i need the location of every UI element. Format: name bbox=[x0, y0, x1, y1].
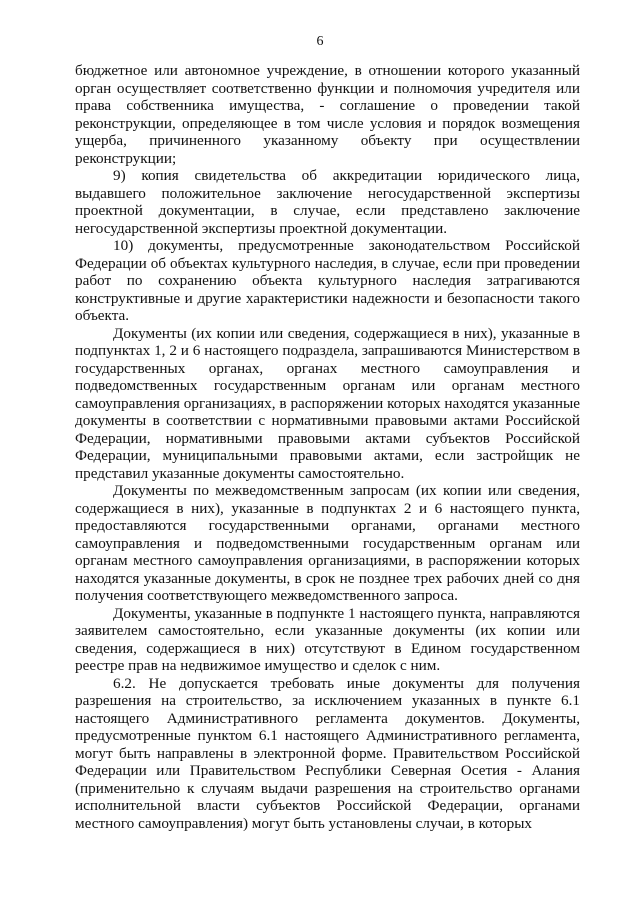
paragraph-interagency-requests: Документы по межведомственным запросам (их копии или сведения, содержащиеся в них), указанные в подпунктах 2 и 6 настоящего пункта, предоставляются государственными органами, органами местного самоуправления и подведомственными государственным органам или органам местного самоуправления организациями, в распоряжении которых находятся указанные документы, в срок не позднее трех рабочих дней со дня получения соответствующего межведомственного запроса. bbox=[75, 482, 580, 604]
document-body bbox=[75, 62, 580, 832]
paragraph-item-10: 10) документы, предусмотренные законодательством Российской Федерации об объектах культурного наследия, в случае, если при проведении работ по сохранению объекта культурного наследия затрагиваются конструктивные и другие характеристики надежности и безопасности такого объекта. bbox=[75, 237, 580, 324]
page-number: 6 bbox=[316, 34, 324, 49]
paragraph-documents-requested: Документы (их копии или сведения, содержащиеся в них), указанные в подпунктах 1, 2 и 6 настоящего подраздела, запрашиваются Министерством в государственных органах, органах местного самоуправления и подведомственных государственным органам или органам местного самоуправления организациях, в распоряжении которых находятся указанные документы в соответствии с нормативными правовыми актами Российской Федерации, нормативными правовыми актами субъектов Российской Федерации, муниципальными правовыми актами, если застройщик не представил указанные документы самостоятельно. bbox=[75, 324, 580, 482]
paragraph-section-6-2: 6.2. Не допускается требовать иные документы для получения разрешения на строительство, за исключением указанных в пункте 6.1 настоящего Административного регламента документов. Документы, предусмотренные пунктом 6.1 настоящего Административного регламента, могут быть направлены в электронной форме. Правительством Российской Федерации или Правительством Республики Северная Осетия - Алания (применительно к случаям выдачи разрешения на строительство органами исполнительной власти субъектов Российской Федерации, органами местного самоуправления) могут быть установлены случаи, в которых bbox=[75, 674, 580, 832]
paragraph-item-9: 9) копия свидетельства об аккредитации юридического лица, выдавшего положительное заключение негосударственной экспертизы проектной документации, в случае, если представлено заключение негосударственной экспертизы проектной документации. bbox=[75, 167, 580, 237]
paragraph-continuation: бюджетное или автономное учреждение, в отношении которого указанный орган осуществляет соответственно функции и полномочия учредителя или права собственника имущества, - соглашение о проведении такой реконструкции, определяющее в том числе условия и порядок возмещения ущерба, причиненного указанному объекту при осуществлении реконструкции; bbox=[75, 62, 580, 167]
paragraph-applicant-documents: Документы, указанные в подпункте 1 настоящего пункта, направляются заявителем самостоятельно, если указанные документы (их копии или сведения, содержащиеся в них) отсутствуют в Едином государственном реестре прав на недвижимое имущество и сделок с ним. bbox=[75, 604, 580, 674]
